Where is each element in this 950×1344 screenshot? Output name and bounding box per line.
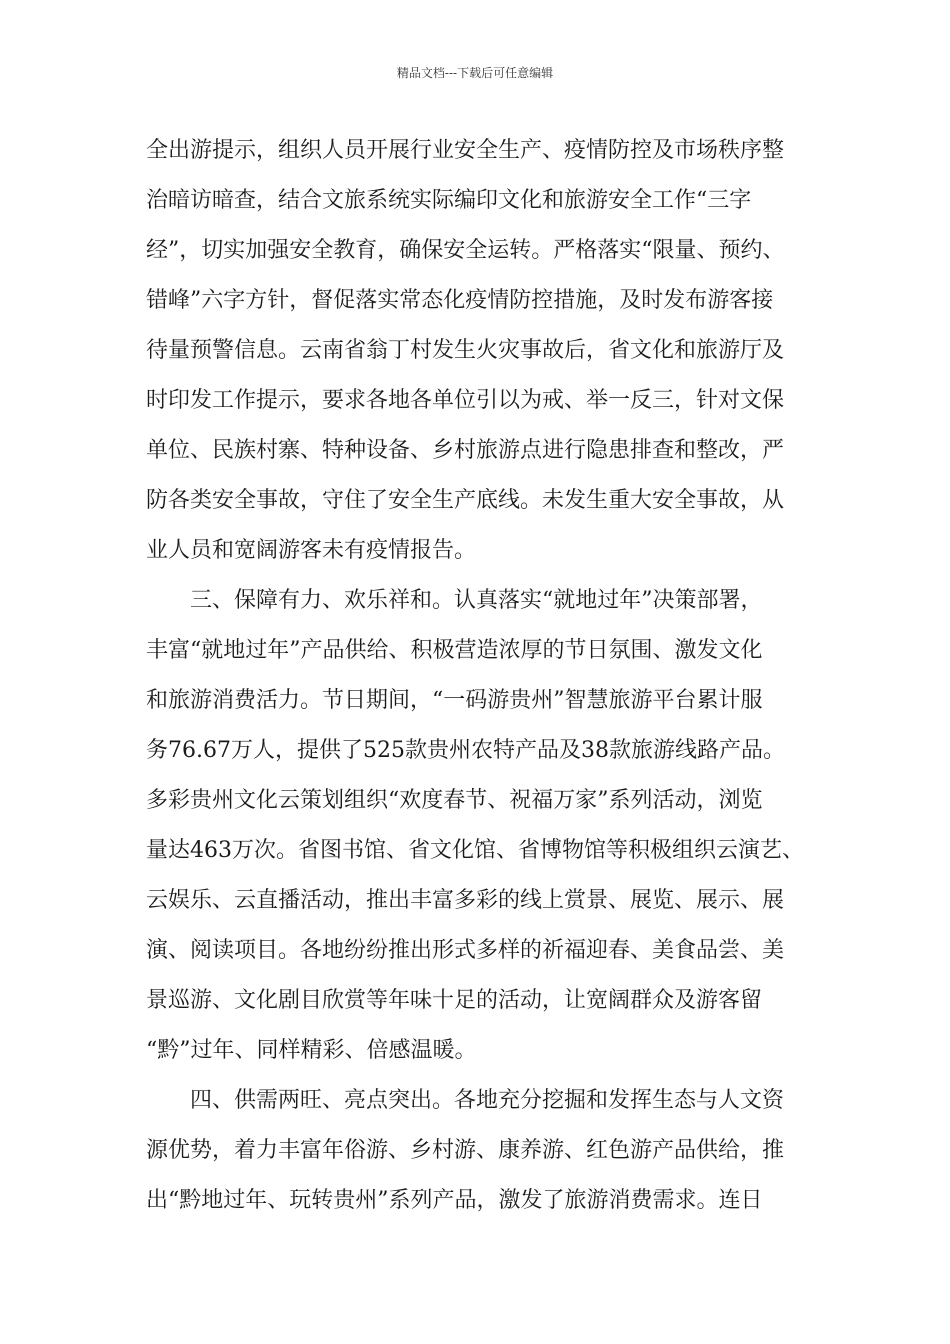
text-line: 务76.67万人，提供了525款贵州农特产品及38款旅游线路产品。 (146, 738, 785, 763)
text-line: 源优势，着力丰富年俗游、乡村游、康养游、红色游产品供给，推 (146, 1138, 785, 1163)
text-line: 丰富“就地过年”产品供给、积极营造浓厚的节日氛围、激发文化 (146, 638, 763, 663)
text-line: 出“黔地过年、玩转贵州”系列产品，激发了旅游消费需求。连日 (146, 1188, 763, 1213)
text-line: 三、保障有力、欢乐祥和。认真落实“就地过年”决策部署， (190, 588, 763, 613)
text-line: 全出游提示，组织人员开展行业安全生产、疫情防控及市场秩序整 (146, 138, 785, 163)
text-line: 多彩贵州文化云策划组织“欢度春节、祝福万家”系列活动，浏览 (146, 788, 763, 813)
paragraph (146, 1083, 836, 1233)
page-header: 精品文档---下载后可任意编辑 (396, 66, 554, 80)
text-line: 演、阅读项目。各地纷纷推出形式多样的祈福迎春、美食品尝、美 (146, 938, 785, 963)
text-line: 防各类安全事故，守住了安全生产底线。未发生重大安全事故，从 (146, 488, 785, 513)
text-line: 时印发工作提示，要求各地各单位引以为戒、举一反三，针对文保 (146, 388, 785, 413)
text-line: 云娱乐、云直播活动，推出丰富多彩的线上赏景、展览、展示、展 (146, 888, 785, 913)
text-line: 待量预警信息。云南省翁丁村发生火灾事故后，省文化和旅游厅及 (146, 338, 785, 363)
paragraph (146, 583, 836, 1083)
text-line: 单位、民族村寨、特种设备、乡村旅游点进行隐患排查和整改，严 (146, 438, 785, 463)
text-line: 量达463万次。省图书馆、省文化馆、省博物馆等积极组织云演艺、 (146, 838, 804, 863)
text-line: 业人员和宽阔游客未有疫情报告。 (146, 538, 477, 563)
text-line: 错峰”六字方针，督促落实常态化疫情防控措施，及时发布游客接 (146, 288, 774, 313)
text-line: “黔”过年、同样精彩、倍感温暖。 (146, 1038, 477, 1063)
text-line: 景巡游、文化剧目欣赏等年味十足的活动，让宽阔群众及游客留 (146, 988, 763, 1013)
text-line: 四、供需两旺、亮点突出。各地充分挖掘和发挥生态与人文资 (190, 1088, 785, 1113)
text-line: 和旅游消费活力。节日期间，“一码游贵州”智慧旅游平台累计服 (146, 688, 763, 713)
paragraph (146, 133, 836, 583)
document-body (146, 133, 836, 1233)
text-line: 经”，切实加强安全教育，确保安全运转。严格落实“限量、预约、 (146, 238, 785, 263)
text-line: 治暗访暗查，结合文旅系统实际编印文化和旅游安全工作“三字 (146, 188, 752, 213)
